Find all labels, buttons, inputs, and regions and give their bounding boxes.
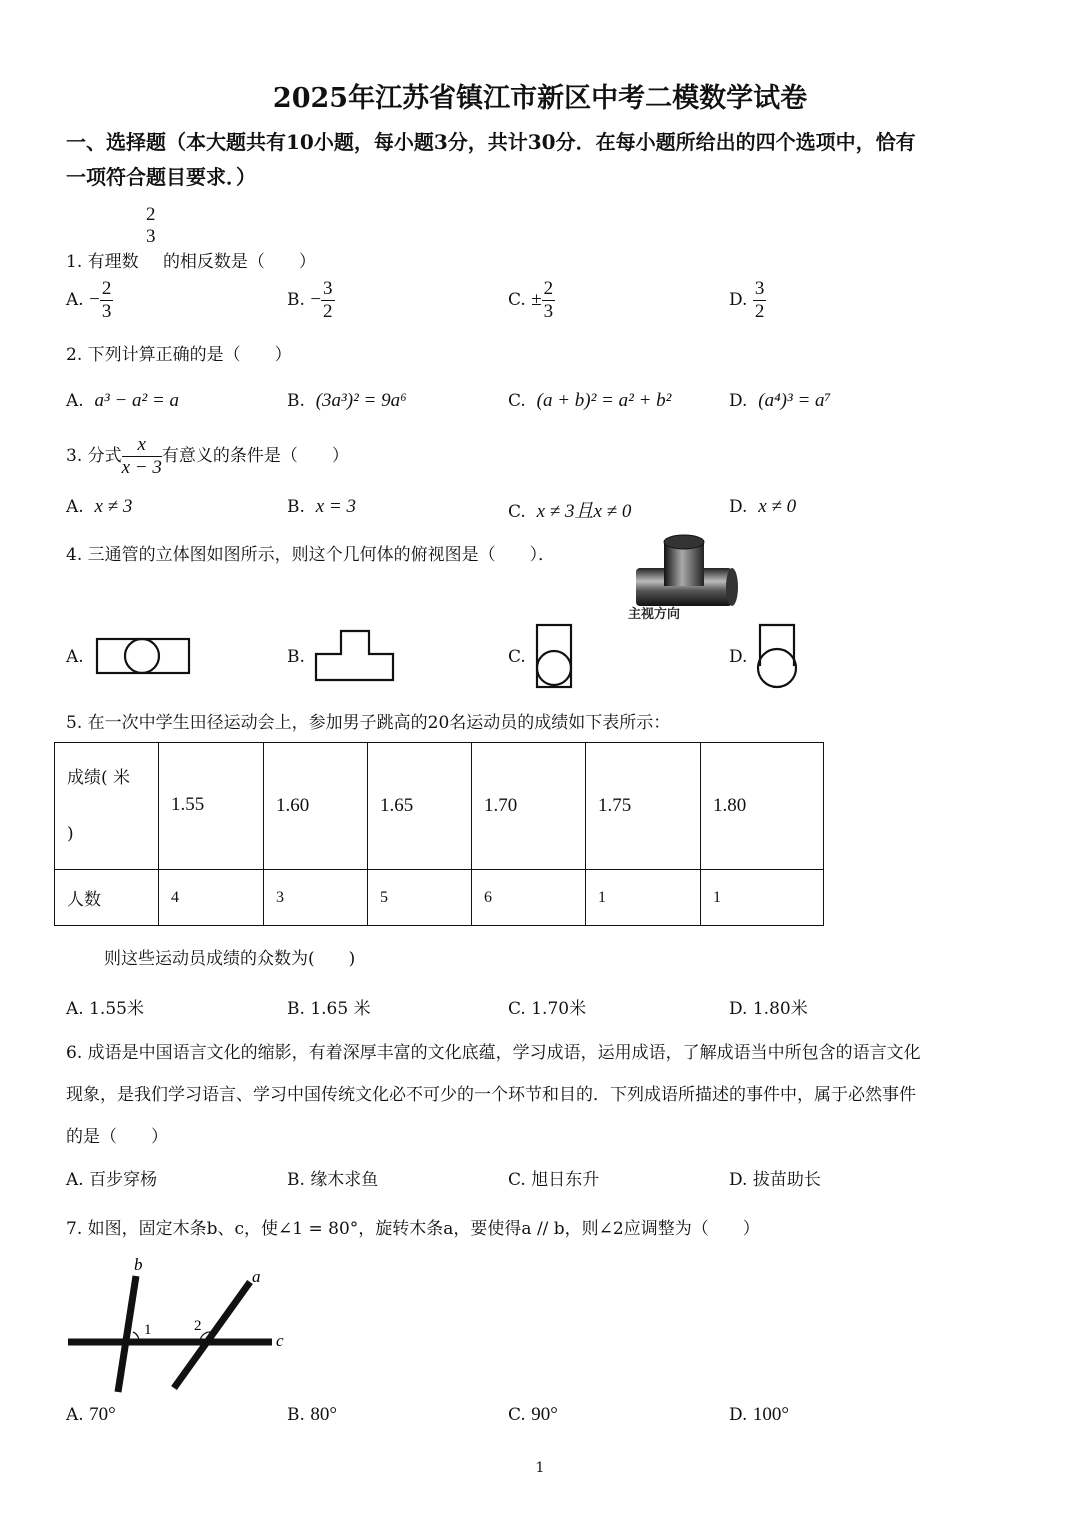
q1-prefix: 1. 有理数 <box>66 251 139 272</box>
table-cell: 1.60 <box>264 743 368 870</box>
option-label: D. <box>729 497 748 517</box>
option-text: 缘木求鱼 <box>310 1170 379 1190</box>
option-label: A. <box>66 999 84 1019</box>
option-expr: a³ − a² = a <box>94 390 180 411</box>
option-sign: ± <box>531 289 542 310</box>
q1-option-b <box>287 278 335 323</box>
q1-fraction-den: 3 <box>146 226 156 247</box>
q4-option-d-shape <box>755 622 801 690</box>
header-line2: ) <box>67 824 74 844</box>
label-b: b <box>134 1255 143 1274</box>
q5-followup: 则这些运动员成绩的众数为( ) <box>104 949 356 969</box>
figure-caption: 主视方向 <box>628 607 681 622</box>
option-text: 1.55米 <box>89 999 144 1019</box>
section-header-line1: 一、选择题（本大题共有10小题，每小题3分，共计30分．在每小题所给出的四个选项中，恰有 <box>66 130 916 154</box>
option-label: C. <box>508 999 526 1019</box>
q1-suffix: 的相反数是（ ） <box>162 251 316 272</box>
frac-den: 2 <box>754 301 765 322</box>
frac-num: 2 <box>101 278 112 299</box>
q1-fraction <box>144 204 158 248</box>
pipe-top <box>664 535 704 549</box>
q5-option-a <box>66 994 144 1019</box>
table-cell: 3 <box>264 870 368 926</box>
label-c: c <box>276 1331 284 1350</box>
option-text: 1.80米 <box>752 999 808 1019</box>
option-label: C. <box>508 290 526 310</box>
frac-num: 2 <box>543 278 554 299</box>
question-5: 5. 在一次中学生田径运动会上，参加男子跳高的20名运动员的成绩如下表所示： <box>66 713 671 733</box>
table-row <box>55 870 824 926</box>
q4-option-c-label: C. <box>508 647 526 667</box>
option-expr: x ≠ 3且x ≠ 0 <box>536 501 632 522</box>
line-b <box>118 1276 136 1392</box>
header-line1: 成绩( 米 <box>67 768 131 788</box>
question-1 <box>66 204 316 272</box>
option-label: B. <box>287 1405 305 1425</box>
table-cell: 4 <box>159 870 264 926</box>
score-table <box>54 742 824 926</box>
question-7: 7. 如图，固定木条b、c，使∠1 = 80°，旋转木条a，要使得a // b，则∠2应调整为（ ） <box>66 1219 760 1239</box>
q3-option-d <box>729 496 796 518</box>
q3-prefix: 3. 分式 <box>66 446 122 466</box>
option-label: A. <box>66 497 84 517</box>
question-2: 2. 下列计算正确的是（ ） <box>66 345 292 365</box>
q1-option-c <box>508 278 555 323</box>
table-cell: 1.70 <box>472 743 586 870</box>
table-header-count: 人数 <box>55 870 159 926</box>
q2-option-b <box>287 390 407 412</box>
question-6-line2: 现象，是我们学习语言、学习中国传统文化必不可少的一个环节和目的．下列成语所描述的事件中，属于必然事件 <box>66 1085 916 1105</box>
option-sign: − <box>310 289 322 310</box>
option-label: B. <box>287 290 305 310</box>
table-cell: 1.65 <box>368 743 472 870</box>
option-expr: (a + b)² = a² + b² <box>536 390 672 411</box>
q4-option-d-label: D. <box>729 647 748 667</box>
option-label: A. <box>66 391 84 411</box>
option-label: D. <box>729 290 748 310</box>
q1-fraction-num: 2 <box>146 204 156 225</box>
q6-option-c <box>508 1165 599 1190</box>
tee-pipe-figure <box>628 528 740 624</box>
question-4: 4. 三通管的立体图如图所示，则这个几何体的俯视图是（ ）． <box>66 545 556 565</box>
option-label: B. <box>287 1170 305 1190</box>
question-6-line1: 6. 成语是中国语言文化的缩影，有着深厚丰富的文化底蕴，学习成语，运用成语，了解成语当中所包含的语言文化 <box>66 1043 921 1063</box>
option-label: C. <box>508 1170 526 1190</box>
q4-option-a-shape <box>94 636 192 676</box>
option-label: D. <box>729 391 748 411</box>
table-header-score <box>55 743 159 870</box>
option-text: 100° <box>752 1404 789 1425</box>
line-a <box>174 1282 250 1388</box>
option-label: D. <box>729 999 748 1019</box>
q7-option-c <box>508 1404 558 1426</box>
q2-option-c <box>508 390 671 412</box>
option-label: A. <box>66 290 84 310</box>
q3-suffix: 有意义的条件是（ ） <box>161 446 349 466</box>
q6-option-b <box>287 1165 378 1190</box>
q4-option-a-label: A. <box>66 647 84 667</box>
option-label: D. <box>729 1405 748 1425</box>
question-6-line3: 的是（ ） <box>66 1127 168 1147</box>
option-expr: x = 3 <box>315 496 356 517</box>
table-cell: 1 <box>701 870 824 926</box>
q3-option-c <box>508 496 631 523</box>
table-cell: 6 <box>472 870 586 926</box>
q3-frac-num: x <box>122 434 162 457</box>
frac-den: 3 <box>101 301 112 322</box>
table-row <box>55 743 824 870</box>
option-expr: (3a³)² = 9a⁶ <box>315 390 407 411</box>
q7-option-a <box>66 1404 116 1426</box>
option-expr: x ≠ 0 <box>758 496 797 517</box>
option-text: 90° <box>531 1404 558 1425</box>
frac-num: 3 <box>754 278 765 299</box>
frac-num: 3 <box>323 278 333 299</box>
q3-option-b <box>287 496 356 518</box>
q1-option-a <box>66 278 113 323</box>
pipe-end <box>726 568 738 606</box>
q4-option-b-shape <box>313 628 397 684</box>
table-cell: 1.80 <box>701 743 824 870</box>
q1-option-d <box>729 278 766 323</box>
q7-option-b <box>287 1404 337 1426</box>
q4-option-c-shape <box>534 622 576 690</box>
table-cell: 1 <box>586 870 701 926</box>
q5-option-c <box>508 994 586 1019</box>
option-text: 百步穿杨 <box>89 1170 158 1190</box>
q3-frac-den: x − 3 <box>121 457 162 478</box>
q2-option-d <box>729 390 831 412</box>
q7-option-d <box>729 1404 789 1426</box>
option-text: 1.70米 <box>531 999 587 1019</box>
q6-option-a <box>66 1165 157 1190</box>
option-expr: (a⁴)³ = a⁷ <box>758 390 832 411</box>
q3-option-a <box>66 496 132 518</box>
label-a: a <box>252 1267 261 1286</box>
option-label: D. <box>729 1170 748 1190</box>
option-text: 80° <box>310 1404 337 1425</box>
option-text: 1.65 米 <box>310 999 371 1019</box>
table-cell: 1.75 <box>586 743 701 870</box>
option-text: 70° <box>89 1404 116 1425</box>
q7-figure <box>60 1250 300 1400</box>
option-text: 拔苗助长 <box>752 1170 821 1190</box>
option-label: B. <box>287 391 305 411</box>
table-cell: 1.55 <box>159 743 264 870</box>
option-label: A. <box>66 1170 84 1190</box>
frac-den: 2 <box>323 301 333 322</box>
section-header-line2: 一项符合题目要求．） <box>66 165 256 189</box>
table-cell: 5 <box>368 870 472 926</box>
q6-option-d <box>729 1165 821 1190</box>
option-label: C. <box>508 502 526 522</box>
option-label: C. <box>508 391 526 411</box>
option-label: C. <box>508 1405 526 1425</box>
option-label: B. <box>287 497 305 517</box>
q4-option-b-label: B. <box>287 647 305 667</box>
q5-option-b <box>287 994 371 1019</box>
option-label: A. <box>66 1405 84 1425</box>
option-label: B. <box>287 999 305 1019</box>
label-1: 1 <box>144 1322 152 1338</box>
q2-option-a <box>66 390 179 412</box>
page-title: 2025年江苏省镇江市新区中考二模数学试卷 <box>272 83 808 114</box>
option-sign: − <box>89 289 100 310</box>
page-number: 1 <box>535 1460 545 1476</box>
option-expr: x ≠ 3 <box>94 496 133 517</box>
label-2: 2 <box>194 1318 202 1334</box>
option-text: 旭日东升 <box>531 1170 600 1190</box>
frac-den: 3 <box>543 301 554 322</box>
question-3 <box>66 434 349 479</box>
q5-option-d <box>729 994 808 1019</box>
